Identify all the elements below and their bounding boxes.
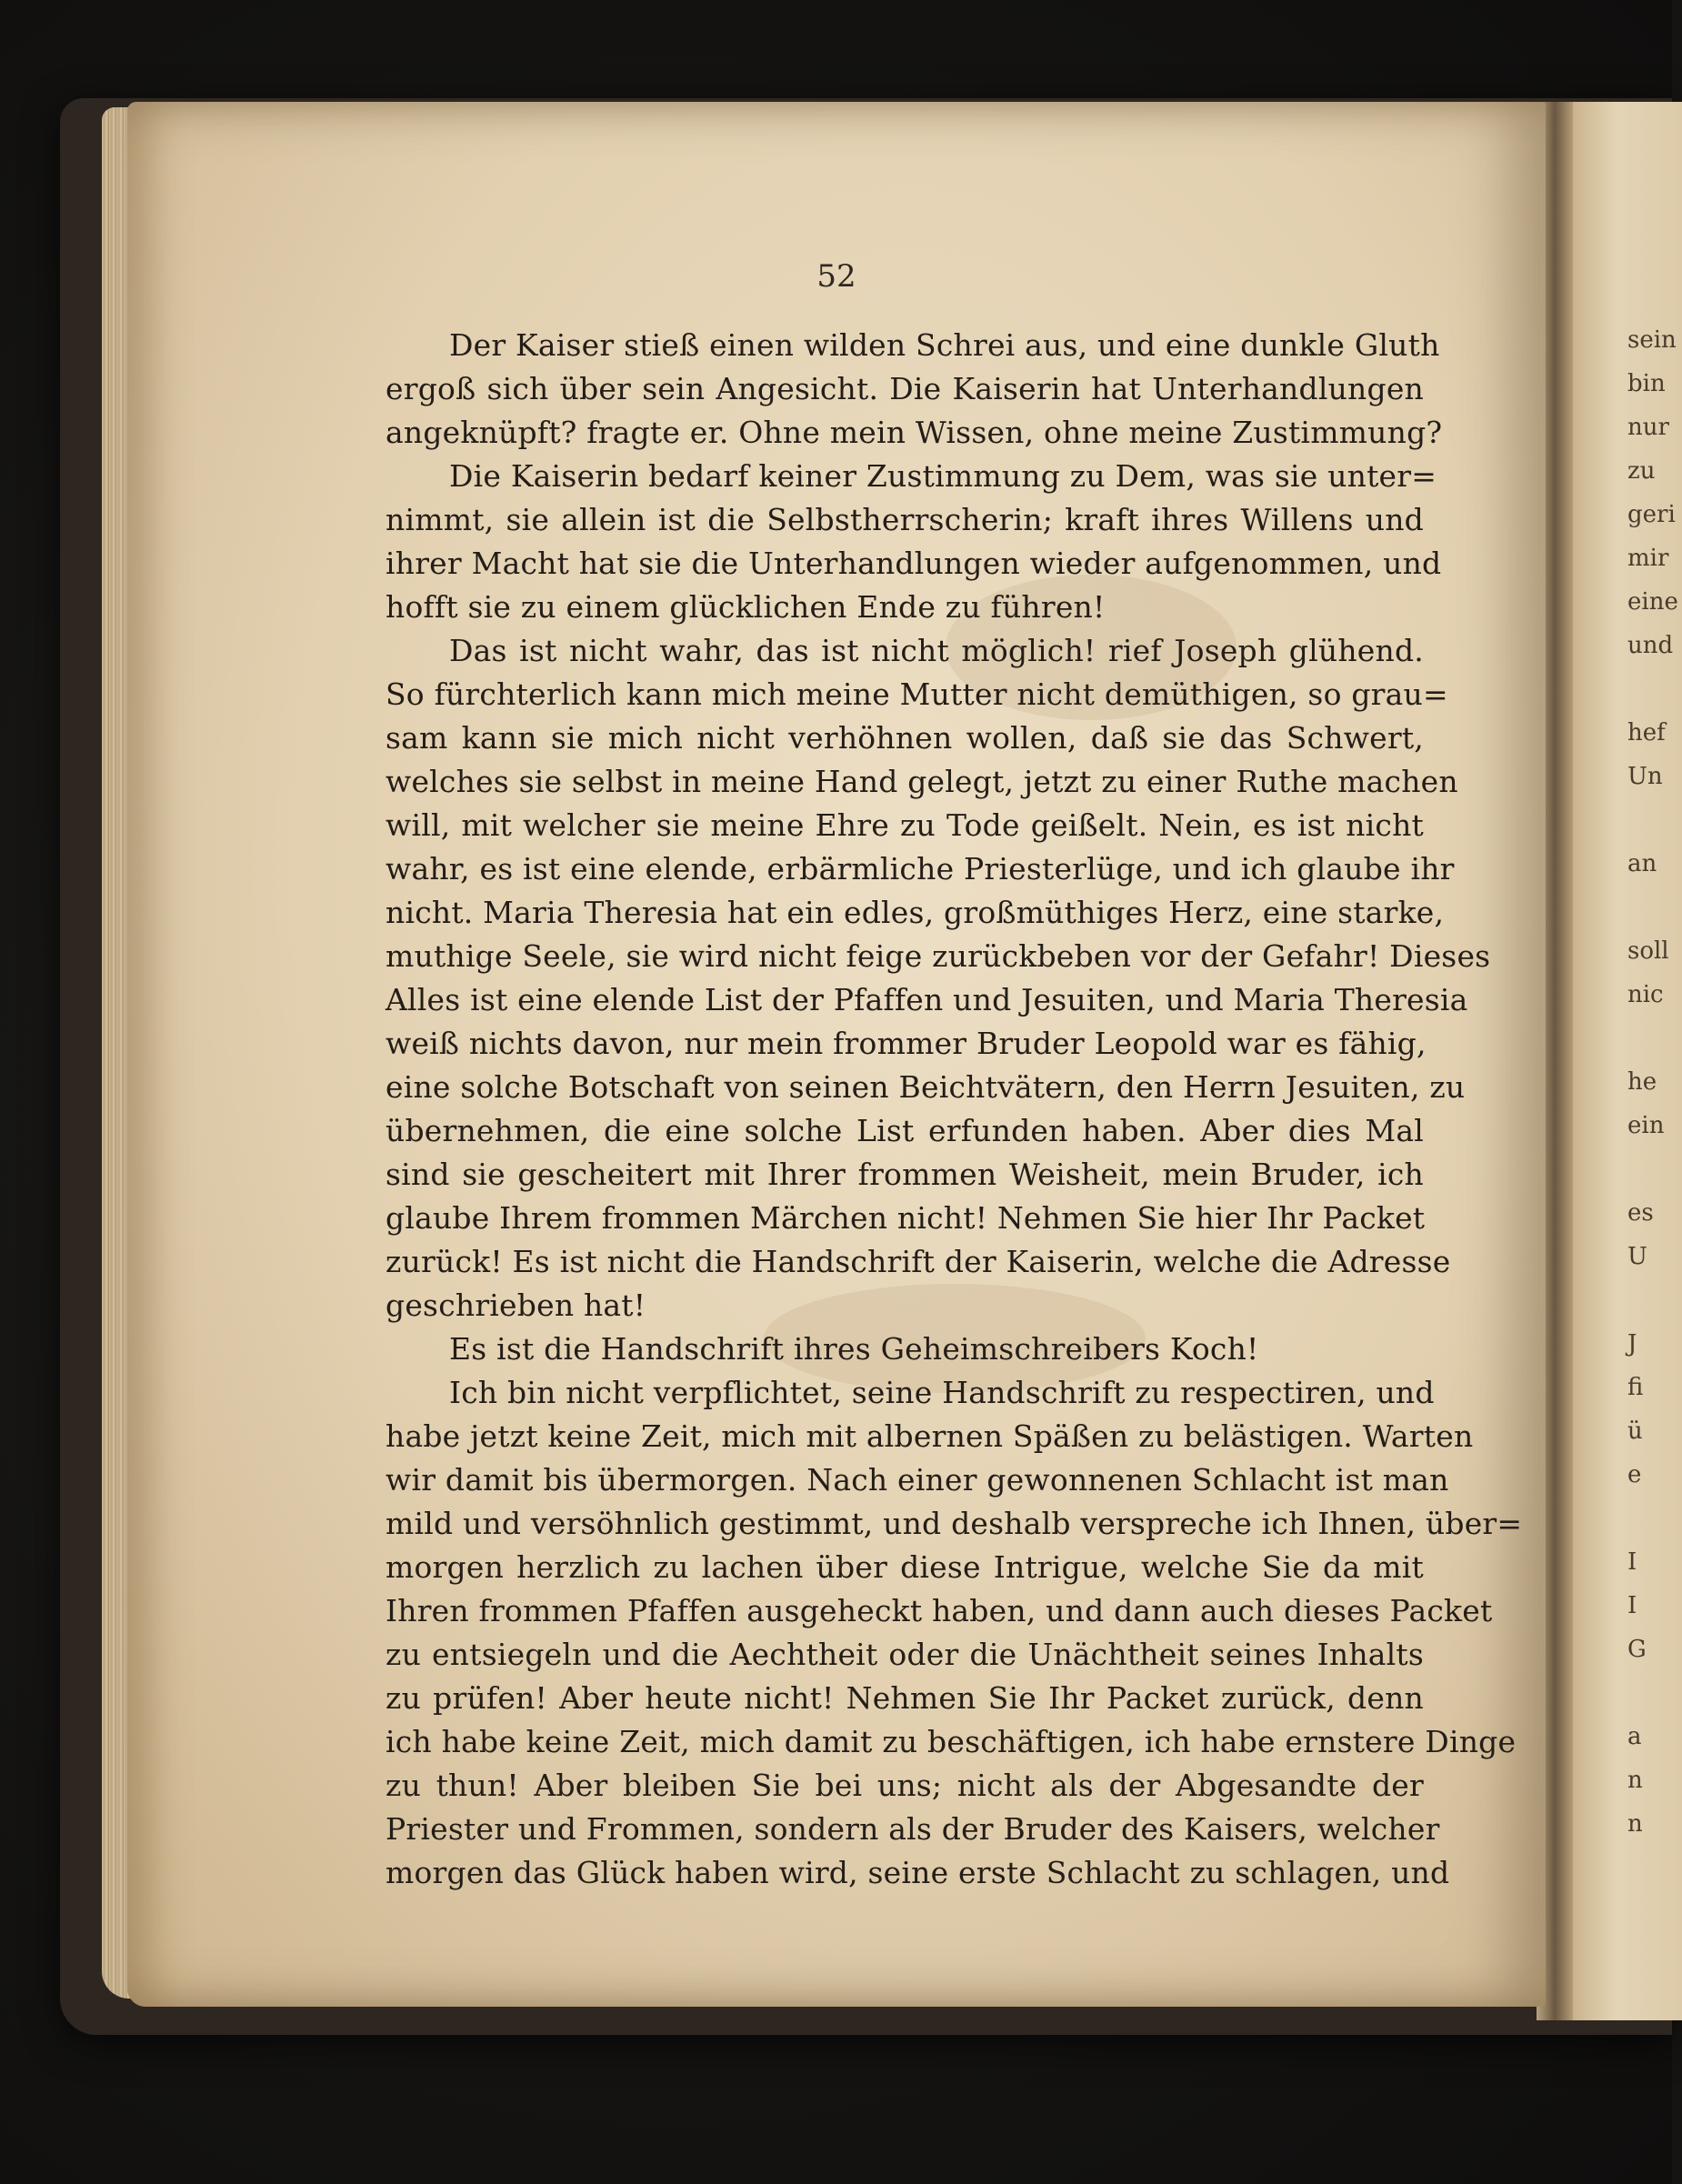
facing-fragment: e (1627, 1461, 1642, 1488)
text-line: Es ist die Handschrift ihres Geheimschreibers Koch! (449, 1331, 1259, 1367)
facing-fragment: U (1627, 1243, 1647, 1270)
page-number: 52 (816, 258, 856, 295)
text-line: ergoß sich über sein Angesicht. Die Kaiserin hat Unterhandlungen (385, 371, 1424, 406)
facing-fragment: es (1627, 1199, 1654, 1227)
facing-fragment: n (1627, 1767, 1643, 1794)
text-line: geschrieben hat! (385, 1287, 646, 1323)
text-line: wahr, es ist eine elende, erbärmliche Priesterlüge, und ich glaube ihr (385, 851, 1455, 887)
text-line: ich habe keine Zeit, mich damit zu beschäftigen, ich habe ernstere Dinge (385, 1724, 1517, 1759)
facing-fragment (1627, 1278, 1682, 1322)
facing-fragment (1627, 1147, 1682, 1191)
text-line: mild und versöhnlich gestimmt, und deshalb verspreche ich Ihnen, über= (385, 1506, 1523, 1541)
facing-fragment: nic (1627, 981, 1664, 1008)
facing-fragment: hef (1627, 719, 1666, 746)
facing-fragment: Un (1627, 763, 1663, 790)
facing-fragment: a (1627, 1723, 1642, 1750)
text-line: will, mit welcher sie meine Ehre zu Tode geißelt. Nein, es ist nicht (385, 807, 1424, 843)
text-line: morgen das Glück haben wird, seine erste Schlacht zu schlagen, und (385, 1855, 1450, 1890)
text-line: welches sie selbst in meine Hand gelegt, jetzt zu einer Ruthe machen (385, 764, 1458, 799)
text-line: glaube Ihrem frommen Märchen nicht! Nehmen Sie hier Ihr Packet (385, 1200, 1426, 1236)
text-line: angeknüpft? fragte er. Ohne mein Wissen, ohne meine Zustimmung? (385, 415, 1443, 450)
text-line: Ich bin nicht verpflichtet, seine Handschrift zu respectiren, und (449, 1375, 1435, 1410)
text-line: Der Kaiser stieß einen wilden Schrei aus, und eine dunkle Gluth (449, 327, 1440, 363)
facing-fragment: an (1627, 850, 1657, 877)
facing-fragment: ein (1627, 1112, 1665, 1139)
text-line: wir damit bis übermorgen. Nach einer gewonnenen Schlacht ist man (385, 1462, 1449, 1498)
text-line: weiß nichts davon, nur mein frommer Bruder Leopold war es fähig, (385, 1026, 1427, 1061)
facing-fragment: und (1627, 632, 1674, 659)
text-line: Priester und Frommen, sondern als der Bruder des Kaisers, welcher (385, 1811, 1440, 1847)
facing-fragment: G (1627, 1636, 1647, 1663)
text-line: nicht. Maria Theresia hat ein edles, großmüthiges Herz, eine starke, (385, 895, 1445, 930)
text-line: Alles ist eine elende List der Pfaffen und Jesuiten, und Maria Theresia (385, 982, 1468, 1017)
facing-fragment (1627, 886, 1682, 929)
text-line: sind sie gescheitert mit Ihrer frommen Weisheit, mein Bruder, ich (385, 1157, 1424, 1192)
facing-fragment: nur (1627, 414, 1669, 441)
facing-fragment: geri (1627, 501, 1676, 528)
facing-fragment: soll (1627, 937, 1669, 965)
body-text (385, 324, 1523, 1895)
text-line: zu entsiegeln und die Aechtheit oder die Unächtheit seines Inhalts (385, 1637, 1424, 1672)
facing-fragment: bin (1627, 370, 1666, 397)
facing-fragment (1627, 1671, 1682, 1715)
facing-fragment: he (1627, 1068, 1657, 1096)
text-line: Die Kaiserin bedarf keiner Zustimmung zu Dem, was sie unter= (449, 458, 1437, 494)
text-line: zu thun! Aber bleiben Sie bei uns; nicht als der Abgesandte der (385, 1768, 1424, 1803)
text-line: übernehmen, die eine solche List erfunden haben. Aber dies Mal (385, 1113, 1424, 1148)
text-line: nimmt, sie allein ist die Selbstherrscherin; kraft ihres Willens und (385, 502, 1424, 537)
text-line: sam kann sie mich nicht verhöhnen wollen, daß sie das Schwert, (385, 720, 1424, 756)
text-line: ihrer Macht hat sie die Unterhandlungen wieder aufgenommen, und (385, 546, 1442, 581)
facing-fragment: sein (1627, 326, 1677, 354)
facing-fragment: mir (1627, 545, 1669, 572)
facing-fragment: eine (1627, 588, 1678, 616)
facing-fragment (1627, 667, 1682, 711)
facing-fragment: I (1627, 1592, 1637, 1619)
facing-fragment (1627, 1497, 1682, 1540)
text-line: hofft sie zu einem glücklichen Ende zu führen! (385, 589, 1106, 625)
text-line: Das ist nicht wahr, das ist nicht möglich! rief Joseph glühend. (449, 633, 1424, 668)
facing-fragment (1627, 1017, 1682, 1060)
facing-fragment: zu (1627, 457, 1656, 485)
facing-page-text (1627, 318, 1682, 1846)
facing-fragment: J (1627, 1330, 1637, 1357)
text-line: morgen herzlich zu lachen über diese Intrigue, welche Sie da mit (385, 1549, 1424, 1585)
facing-fragment (1627, 798, 1682, 842)
text-line: zurück! Es ist nicht die Handschrift der Kaiserin, welche die Adresse (385, 1244, 1451, 1279)
facing-fragment: ü (1627, 1418, 1643, 1445)
facing-fragment: I (1627, 1548, 1637, 1576)
facing-fragment: n (1627, 1810, 1643, 1838)
text-line: habe jetzt keine Zeit, mich mit albernen Späßen zu belästigen. Warten (385, 1418, 1474, 1454)
text-line: eine solche Botschaft von seinen Beichtvätern, den Herrn Jesuiten, zu (385, 1069, 1466, 1105)
text-line: muthige Seele, sie wird nicht feige zurückbeben vor der Gefahr! Dieses (385, 938, 1491, 974)
text-line: Ihren frommen Pfaffen ausgeheckt haben, und dann auch dieses Packet (385, 1593, 1493, 1628)
facing-fragment: fi (1627, 1374, 1644, 1401)
text-line: So fürchterlich kann mich meine Mutter nicht demüthigen, so grau= (385, 676, 1448, 712)
text-line: zu prüfen! Aber heute nicht! Nehmen Sie Ihr Packet zurück, denn (385, 1680, 1424, 1716)
